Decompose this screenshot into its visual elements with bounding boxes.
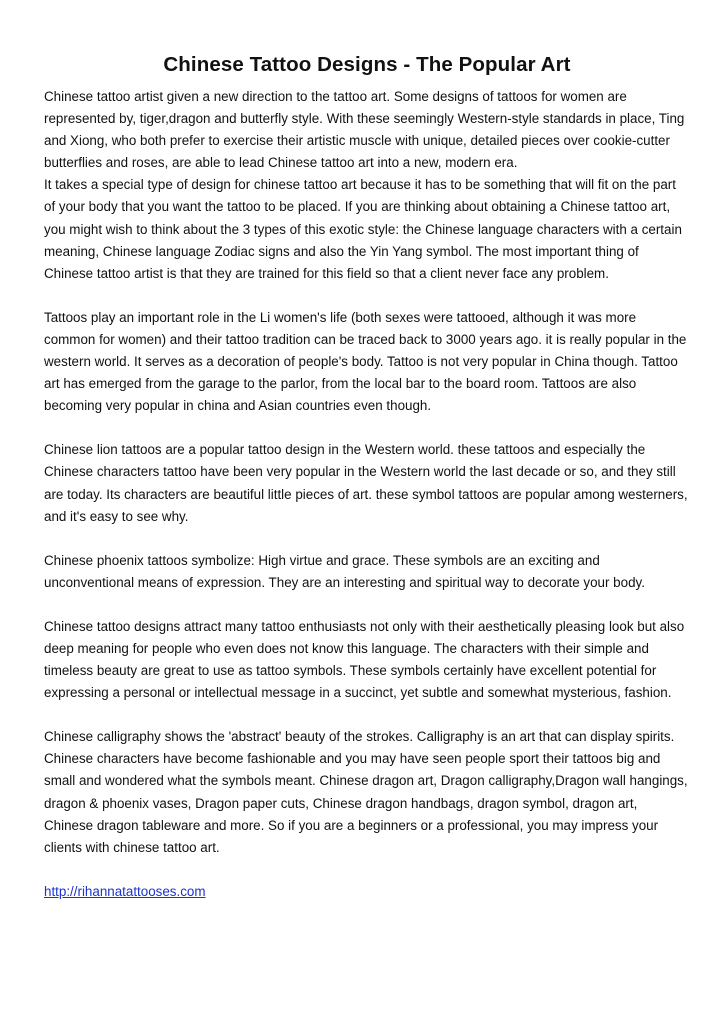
document-page — [44, 50, 690, 903]
paragraph-spacer — [44, 594, 690, 616]
paragraph-spacer — [44, 528, 690, 550]
website-link[interactable]: http://rihannatattooses.com — [44, 883, 206, 899]
document-title: Chinese Tattoo Designs - The Popular Art — [163, 53, 571, 76]
paragraph-design-types: It takes a special type of design for chinese tattoo art because it has to be something that will fit on the part of your body that you want the tattoo to be placed. If you are thinking about obtaining a Chinese tattoo art, you might wish to think about the 3 types of this exotic style: the Chinese language characters with a certain meaning, Chinese language Zodiac signs and also the Yin Yang symbol. The most important thing of Chinese tattoo artist is that they are trained for this field so that a client never face any problem. — [44, 177, 682, 281]
paragraph-phoenix-tattoos: Chinese phoenix tattoos symbolize: High virtue and grace. These symbols are an exciting and unconventional means of expression. They are an interesting and spiritual way to decorate your body. — [44, 552, 645, 590]
paragraph-spacer — [44, 859, 690, 881]
paragraph-tattoo-designs: Chinese tattoo designs attract many tattoo enthusiasts not only with their aesthetically pleasing look but also deep meaning for people who even does not know this language. The characters with their simple and timeless beauty are great to use as tattoo symbols. These symbols certainly have excellent potential for expressing a personal or intellectual message in a succinct, yet subtle and somewhat mysterious, fashion. — [44, 618, 685, 701]
paragraph-lion-tattoos: Chinese lion tattoos are a popular tattoo design in the Western world. these tattoos and especially the Chinese characters tattoo have been very popular in the Western world the last decade or so, and they still are today. Its characters are beautiful little pieces of art. these symbol tattoos are popular among westerners, and it's easy to see why. — [44, 442, 688, 524]
paragraph-spacer — [44, 417, 690, 439]
paragraph-calligraphy: Chinese calligraphy shows the 'abstract' beauty of the strokes. Calligraphy is an art that can display spirits. Chinese characters have become fashionable and you may have seen people sport their tattoos big and small and wondered what the symbols meant. Chinese dragon art, Dragon calligraphy,Dragon wall hangings, dragon & phoenix vases, Dragon paper cuts, Chinese dragon handbags, dragon symbol, dragon art, Chinese dragon tableware and more. So if you are a beginners or a professional, you may impress your clients with chinese tattoo art. — [44, 729, 688, 855]
paragraph-spacer — [44, 285, 690, 307]
paragraph-spacer — [44, 704, 690, 726]
paragraph-li-women: Tattoos play an important role in the Li women's life (both sexes were tattooed, although it was more common for women) and their tattoo tradition can be traced back to 3000 years ago. it is really popular in the western world. It serves as a decoration of people's body. Tattoo is not very popular in China though. Tattoo art has emerged from the garage to the parlor, from the local bar to the board room. Tattoos are also becoming very popular in china and Asian countries even though. — [44, 309, 687, 414]
paragraph-intro: Chinese tattoo artist given a new direction to the tattoo art. Some designs of tattoos for women are represented by, tiger,dragon and butterfly style. With these seemingly Western-style standards in place, Ting and Xiong, who both prefer to exercise their artistic muscle with unique, detailed pieces over cookie-cutter butterflies and roses, are able to lead Chinese tattoo art into a new, modern era. — [44, 89, 685, 171]
